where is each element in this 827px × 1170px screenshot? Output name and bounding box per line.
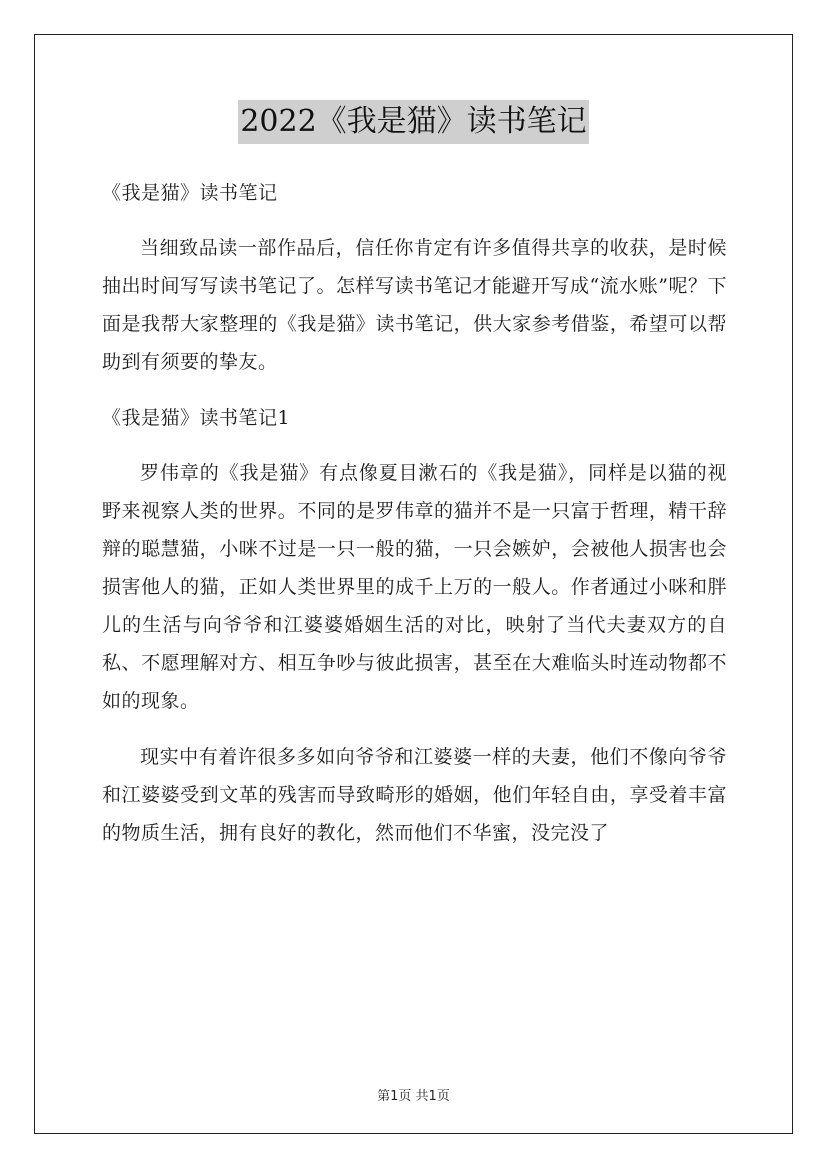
document-title: 2022《我是猫》读书笔记 — [238, 100, 588, 144]
page-footer: 第1页 共1页 — [377, 1089, 450, 1104]
title-container — [0, 100, 827, 144]
document-body — [102, 174, 727, 870]
body-paragraph: 罗伟章的《我是猫》有点像夏目漱石的《我是猫》，同样是以猫的视野来视察人类的世界。不同的是罗伟章的猫并不是一只富于哲理，精干辞辩的聪慧猫，小咪不过是一只一般的猫，一只会嫉妒，会被他人损害也会损害他人的猫，正如人类世界里的成千上万的一般人。作者通过小咪和胖儿的生活与向爷爷和江婆婆婚姻生活的对比，映射了当代夫妻双方的自私、不愿理解对方、相互争吵与彼此损害，甚至在大难临头时连动物都不如的现象。 — [102, 462, 727, 712]
section-heading: 《我是猫》读书笔记 — [102, 182, 278, 204]
body-paragraph: 现实中有着许很多多如向爷爷和江婆婆一样的夫妻，他们不像向爷爷和江婆婆受到文革的残害而导致畸形的婚姻，他们年轻自由，享受着丰富的物质生活，拥有良好的教化，然而他们不华蜜，没完没了 — [102, 746, 727, 844]
intro-paragraph: 当细致品读一部作品后，信任你肯定有许多值得共享的收获，是时候抽出时间写写读书笔记了。怎样写读书笔记才能避开写成“流水账”呢？下面是我帮大家整理的《我是猫》读书笔记，供大家参考借鉴，希望可以帮助到有须要的挚友。 — [102, 237, 727, 373]
section-heading: 《我是猫》读书笔记1 — [102, 407, 291, 429]
